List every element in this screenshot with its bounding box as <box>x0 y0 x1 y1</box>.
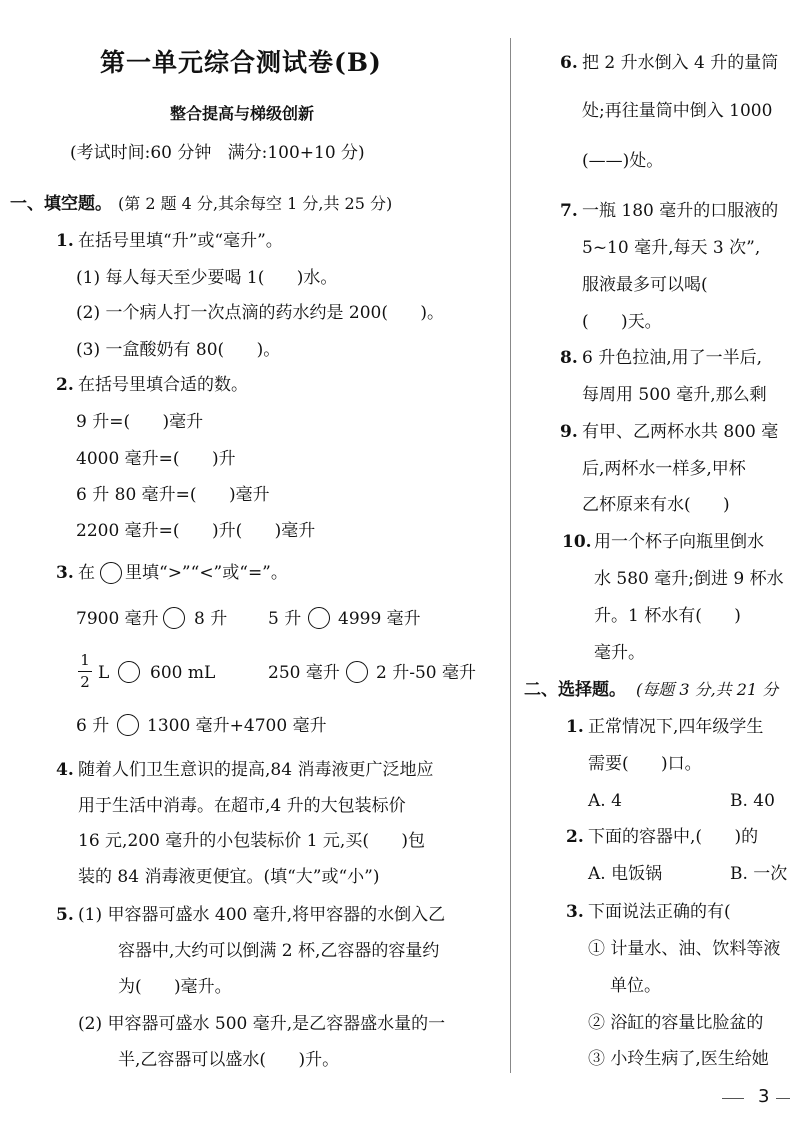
section2-heading: 二、选择题。 <box>524 680 626 700</box>
s2-q3-item-1: ① 计量水、油、饮料等液 <box>588 939 781 959</box>
q5-line-3: 为( )毫升。 <box>118 977 232 997</box>
q9-line-3: 乙杯原来有水( ) <box>582 495 730 515</box>
section2-note: (每题 3 分,共 21 分 <box>636 680 779 699</box>
q1-part-2: (2) 一个病人打一次点滴的药水约是 200( )。 <box>76 303 445 323</box>
exam-info: (考试时间:60 分钟 满分:100+10 分) <box>70 143 365 163</box>
q4-line-3: 16 元,200 毫升的小包装标价 1 元,买( )包 <box>78 831 426 851</box>
q3-row1-right: 8 升 <box>194 609 228 629</box>
s2-q1-option-a[interactable]: A. 4 <box>588 791 622 811</box>
q6-line-1: 把 2 升水倒入 4 升的量筒 <box>582 53 779 73</box>
section1-heading: 一、填空题。 <box>10 194 112 214</box>
q7-line-1: 一瓶 180 毫升的口服液的 <box>582 201 779 221</box>
page-number-dash-right <box>776 1098 790 1099</box>
q2-part-3: 6 升 80 毫升=( )毫升 <box>76 485 270 505</box>
q3-row2-left: L <box>98 663 110 683</box>
q2-text: 在括号里填合适的数。 <box>78 375 248 395</box>
q5-line-5: 半,乙容器可以盛水( )升。 <box>118 1050 340 1070</box>
q7-line-3: 服液最多可以喝( <box>582 275 708 295</box>
compare-circle[interactable] <box>117 714 139 736</box>
q2-part-1: 9 升=( )毫升 <box>76 412 204 432</box>
page-title: 第一单元综合测试卷(B) <box>100 48 382 77</box>
q3-text-a: 在 <box>78 563 95 583</box>
q3-number: 3. <box>56 563 74 583</box>
s2-q3-item-2: ② 浴缸的容量比脸盆的 <box>588 1013 764 1033</box>
q4-line-1: 随着人们卫生意识的提高,84 消毒液更广泛地应 <box>78 760 434 780</box>
q10-line-2: 水 580 毫升;倒进 9 杯水 <box>594 569 784 589</box>
q3-row2-right-b: 2 升-50 毫升 <box>376 663 476 683</box>
s2-q1-line-2: 需要( )口。 <box>588 754 702 774</box>
q3-row2-right: 600 mL <box>150 663 216 683</box>
q1-part-3: (3) 一盒酸奶有 80( )。 <box>76 340 281 360</box>
s2-q3-line: 下面说法正确的有( <box>588 902 731 922</box>
s2-q3-item-1-cont: 单位。 <box>610 976 661 996</box>
page-number: 3 <box>758 1086 770 1107</box>
compare-circle[interactable] <box>163 607 185 629</box>
section1-note: (第 2 题 4 分,其余每空 1 分,共 25 分) <box>118 194 393 213</box>
q5-line-2: 容器中,大约可以倒满 2 杯,乙容器的容量约 <box>118 941 440 961</box>
q7-line-2: 5~10 毫升,每天 3 次”, <box>582 238 761 258</box>
q9-number: 9. <box>560 422 578 442</box>
q1-text: 在括号里填“升”或“毫升”。 <box>78 231 283 251</box>
page-subtitle: 整合提高与梯级创新 <box>170 104 315 123</box>
q3-text-b: 里填“>”“<”或“=”。 <box>125 563 288 583</box>
q6-number: 6. <box>560 53 578 73</box>
q8-number: 8. <box>560 348 578 368</box>
q4-line-2: 用于生活中消毒。在超市,4 升的大包装标价 <box>78 796 406 816</box>
compare-circle[interactable] <box>308 607 330 629</box>
q3-row3-left: 6 升 <box>76 716 110 736</box>
s2-q2-option-a[interactable]: A. 电饭锅 <box>588 864 663 884</box>
q7-line-4: ( )天。 <box>582 312 662 332</box>
page-number-dash-left <box>722 1098 744 1099</box>
fraction-denominator: 2 <box>80 673 90 691</box>
q9-line-2: 后,两杯水一样多,甲杯 <box>582 459 746 479</box>
q10-line-3: 升。1 杯水有( ) <box>594 606 741 626</box>
s2-q1-option-b[interactable]: B. 40 <box>730 791 775 811</box>
q1-number: 1. <box>56 231 74 251</box>
compare-circle[interactable] <box>118 661 140 683</box>
q1-part-1: (1) 每人每天至少要喝 1( )水。 <box>76 268 338 288</box>
s2-q2-number: 2. <box>566 827 584 847</box>
s2-q1-number: 1. <box>566 717 584 737</box>
q4-number: 4. <box>56 760 74 780</box>
s2-q3-item-3: ③ 小玲生病了,医生给她 <box>588 1049 769 1069</box>
compare-circle <box>100 562 122 584</box>
q3-row1-left-b: 5 升 <box>268 609 302 629</box>
q10-line-1: 用一个杯子向瓶里倒水 <box>594 532 764 552</box>
s2-q3-number: 3. <box>566 902 584 922</box>
fraction-numerator: 1 <box>80 651 90 669</box>
q2-part-2: 4000 毫升=( )升 <box>76 449 236 469</box>
fraction-bar <box>78 671 92 672</box>
q5-line-1: (1) 甲容器可盛水 400 毫升,将甲容器的水倒入乙 <box>78 905 446 925</box>
q9-line-1: 有甲、乙两杯水共 800 毫 <box>582 422 779 442</box>
q8-line-1: 6 升色拉油,用了一半后, <box>582 348 763 368</box>
q2-number: 2. <box>56 375 74 395</box>
compare-circle[interactable] <box>346 661 368 683</box>
q10-number: 10. <box>562 532 592 552</box>
q5-line-4: (2) 甲容器可盛水 500 毫升,是乙容器盛水量的一 <box>78 1014 446 1034</box>
s2-q2-option-b[interactable]: B. 一次 <box>730 864 788 884</box>
q8-line-2: 每周用 500 毫升,那么剩 <box>582 385 767 405</box>
q10-line-4: 毫升。 <box>594 643 645 663</box>
q2-part-4: 2200 毫升=( )升( )毫升 <box>76 521 316 541</box>
q3-row1-right-b: 4999 毫升 <box>338 609 421 629</box>
s2-q1-line-1: 正常情况下,四年级学生 <box>588 717 764 737</box>
q3-row3-right: 1300 毫升+4700 毫升 <box>147 716 327 736</box>
q3-row1-left: 7900 毫升 <box>76 609 159 629</box>
s2-q2-line: 下面的容器中,( )的 <box>588 827 759 847</box>
q4-line-4: 装的 84 消毒液更便宜。(填“大”或“小”) <box>78 867 380 887</box>
q6-line-2: 处;再往量筒中倒入 1000 <box>582 101 773 121</box>
column-divider <box>510 38 511 1073</box>
q3-row2-left-b: 250 毫升 <box>268 663 340 683</box>
q6-line-3: (——)处。 <box>582 151 664 171</box>
q5-number: 5. <box>56 905 74 925</box>
q7-number: 7. <box>560 201 578 221</box>
